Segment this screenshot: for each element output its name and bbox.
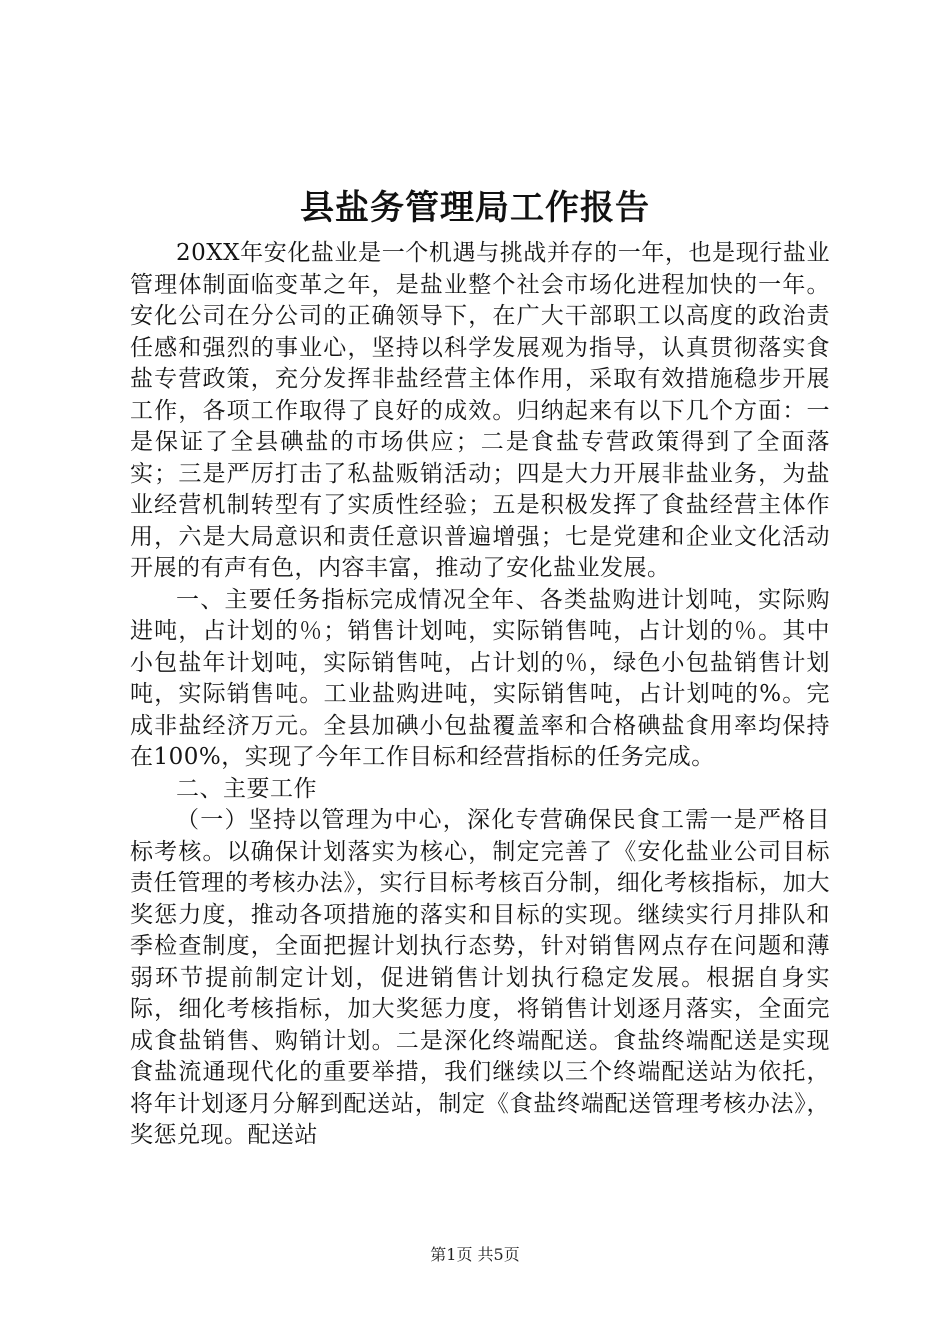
paragraph-subsection-1: （一）坚持以管理为中心，深化专营确保民食工需一是严格目标考核。以确保计划落实为核心，制定完善了《安化盐业公司目标责任管理的考核办法》，实行目标考核百分制，细化考核指标，加大奖惩力度，推动各项措施的落实和目标的实现。继续实行月排队和季检查制度，全面把握计划执行态势，针对销售网点存在问题和薄弱环节提前制定计划，促进销售计划执行稳定发展。根据自身实际，细化考核指标，加大奖惩力度，将销售计划逐月落实，全面完成食盐销售、购销计划。二是深化终端配送。食盐终端配送是实现食盐流通现代化的重要举措，我们继续以三个终端配送站为依托，将年计划逐月分解到配送站，制定《食盐终端配送管理考核办法》，奖惩兑现。配送站 (130, 807, 830, 1148)
document-title: 县盐务管理局工作报告 (300, 188, 650, 228)
paragraph-section-1: 一、主要任务指标完成情况全年、各类盐购进计划吨，实际购进吨，占计划的％；销售计划吨，实际销售吨，占计划的％。其中小包盐年计划吨，实际销售吨，占计划的％，绿色小包盐销售计划吨，实际销售吨。工业盐购进吨，实际销售吨，占计划吨的%。完成非盐经济万元。全县加碘小包盐覆盖率和合格碘盐食用率均保持在100%，实现了今年工作目标和经营指标的任务完成。 (130, 586, 830, 770)
page-number: 第1页 共5页 (430, 1245, 520, 1264)
paragraph-intro: 20XX年安化盐业是一个机遇与挑战并存的一年，也是现行盐业管理体制面临变革之年，是盐业整个社会市场化进程加快的一年。安化公司在分公司的正确领导下，在广大干部职工以高度的政治责任感和强烈的事业心，坚持以科学发展观为指导，认真贯彻落实食盐专营政策，充分发挥非盐经营主体作用，采取有效措施稳步开展工作，各项工作取得了良好的成效。归纳起来有以下几个方面：一是保证了全县碘盐的市场供应；二是食盐专营政策得到了全面落实；三是严厉打击了私盐贩销活动；四是大力开展非盐业务，为盐业经营机制转型有了实质性经验；五是积极发挥了食盐经营主体作用，六是大局意识和责任意识普遍增强；七是党建和企业文化活动开展的有声有色，内容丰富，推动了安化盐业发展。 (130, 240, 830, 581)
section-heading-2: 二、主要工作 (176, 775, 317, 802)
document-body (130, 238, 830, 1152)
